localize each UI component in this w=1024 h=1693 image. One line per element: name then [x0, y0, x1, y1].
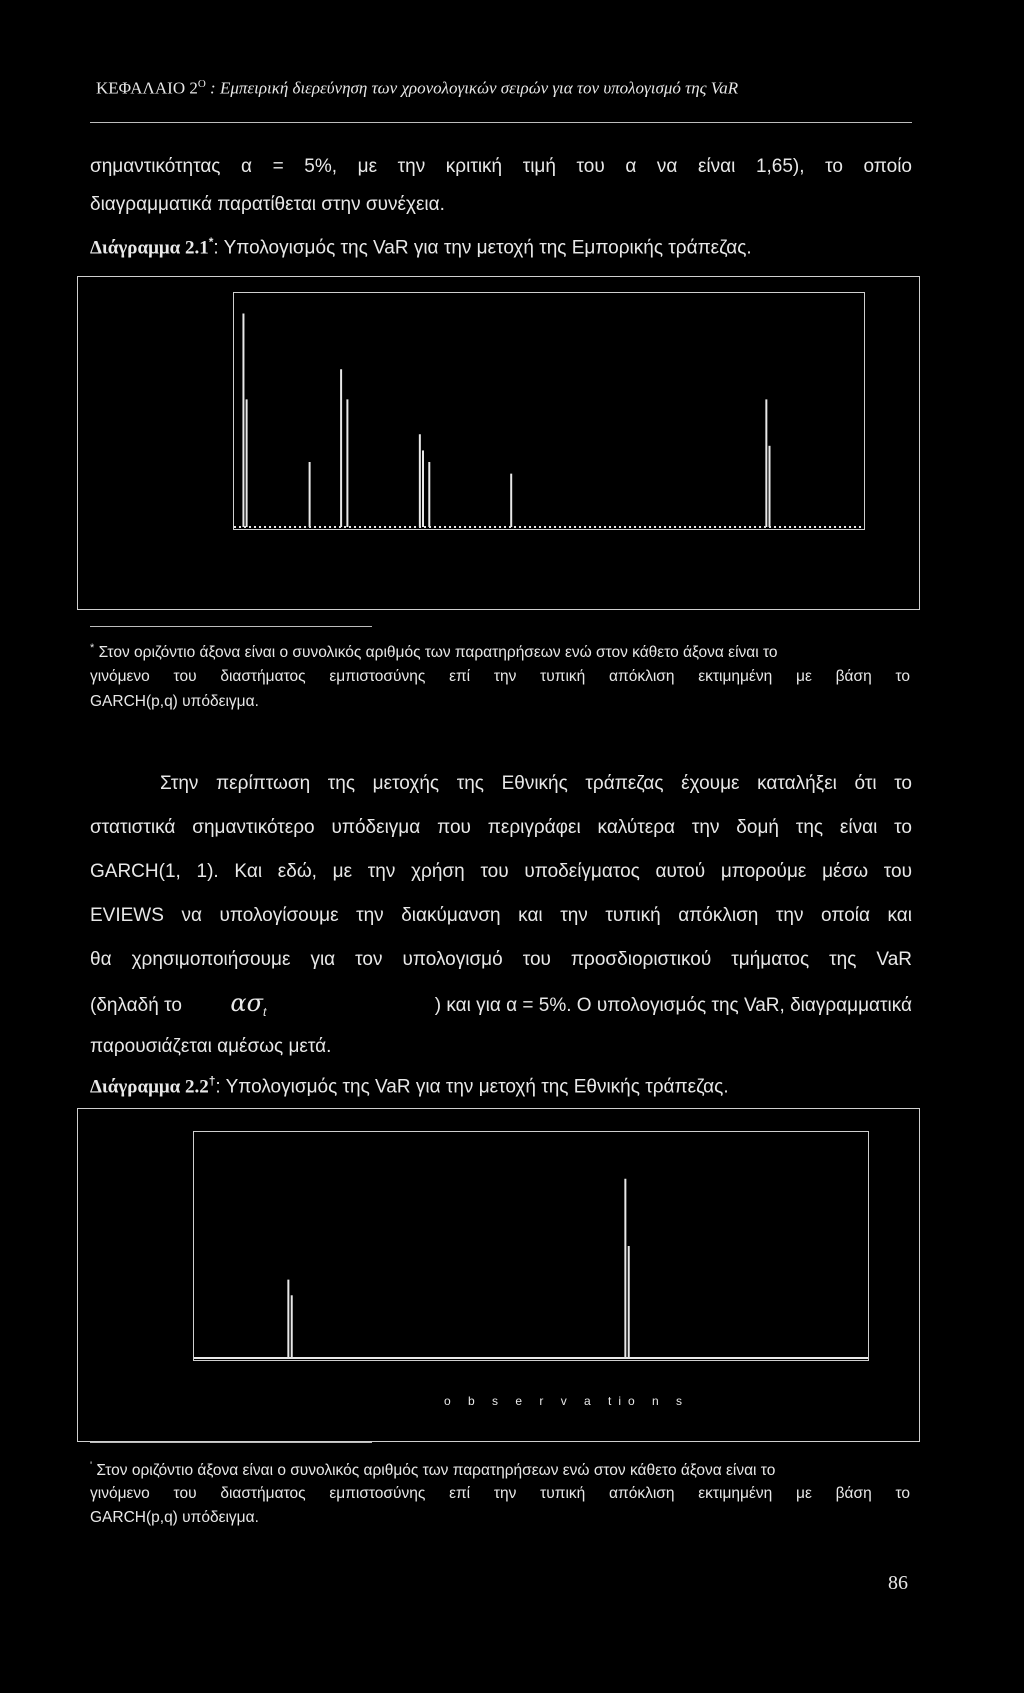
formula-subscript: t: [262, 1004, 267, 1019]
footnote-1-line-2: γινόμενο του διαστήματος εμπιστοσύνης επί την τυπική απόκλιση εκτιμημένη με βάση το: [90, 668, 910, 685]
footnote-2-text-1: Στον οριζόντιο άξονα είναι ο συνολικός αριθμός των παρατηρήσεων ενώ στον κάθετο άξονα είναι το: [92, 1462, 776, 1480]
chapter-sup: Ο: [197, 78, 206, 90]
figure-2-chart: [194, 1132, 868, 1360]
footnote-2-rule: [90, 1442, 372, 1443]
intro-line-2: διαγραμματικά παρατίθεται στην συνέχεια.: [90, 194, 445, 215]
figure-2-caption-text: : Υπολογισμός της VaR για την μετοχή της Εθνικής τράπεζας.: [215, 1076, 729, 1098]
body-line-5: θα χρησιμοποιήσουμε για τον υπολογισμό του προσδιοριστικού τμήματος της VaR: [90, 949, 912, 970]
running-head: [96, 78, 738, 99]
header-rule: [90, 122, 912, 123]
body-line-6-pre: (δηλαδή το: [90, 995, 182, 1016]
body-line-4: EVIEWS να υπολογίσουμε την διακύμανση και την τυπική απόκλιση την οποία και: [90, 905, 912, 926]
formula-symbol: ασ: [230, 989, 263, 1017]
footnote-2-line-1: [90, 1460, 910, 1480]
footnote-1-line-1: [90, 642, 910, 662]
figure-1-plot: [233, 292, 865, 530]
body-line-6-post: ) και για α = 5%. Ο υπολογισμός της VaR, διαγραμματικά: [434, 995, 912, 1016]
figure-1-label: Διάγραμμα 2.1: [90, 237, 209, 259]
footnote-1-mark: *: [90, 642, 95, 654]
body-line-2: στατιστικά σημαντικότερο υπόδειγμα που περιγράφει καλύτερα την δομή της είναι το: [90, 817, 912, 838]
page-number: 86: [888, 1572, 908, 1594]
footnote-2-line-3: GARCH(p,q) υπόδειγμα.: [90, 1509, 259, 1526]
figure-2-plot: [193, 1131, 869, 1361]
figure-1-caption: [90, 235, 752, 259]
formula-alpha-sigma: [230, 989, 266, 1019]
figure-2-xlabel: o b s e r v a tio n s: [444, 1394, 690, 1408]
footnote-1-rule: [90, 626, 372, 627]
intro-line-1: σημαντικότητας α = 5%, με την κριτική τιμή του α να είναι 1,65), το οποίο: [90, 156, 912, 177]
figure-1-chart: [234, 293, 864, 529]
running-head-title: : Εμπειρική διερεύνηση των χρονολογικών σειρών για τον υπολογισμό της VaR: [210, 78, 739, 98]
figure-2-caption: [90, 1074, 729, 1098]
footnote-1-line-3: GARCH(p,q) υπόδειγμα.: [90, 693, 259, 710]
body-line-3: GARCH(1, 1). Και εδώ, με την χρήση του υποδείγματος αυτού μπορούμε μέσω του: [90, 861, 912, 882]
figure-1-caption-text: : Υπολογισμός της VaR για την μετοχή της Εμπορικής τράπεζας.: [213, 237, 752, 259]
chapter-label: ΚΕΦΑΛΑΙΟ 2: [96, 78, 198, 98]
footnote-2-mark: ': [90, 1460, 93, 1472]
body-line-1: Στην περίπτωση της μετοχής της Εθνικής τράπεζας έχουμε καταλήξει ότι το: [160, 773, 912, 794]
body-line-6: [90, 989, 912, 1019]
footnote-1-text-1: Στον οριζόντιο άξονα είναι ο συνολικός αριθμός των παρατηρήσεων ενώ στον κάθετο άξονα είναι το: [94, 644, 778, 662]
body-line-7: παρουσιάζεται αμέσως μετά.: [90, 1036, 332, 1057]
figure-2-mark: †: [208, 1074, 216, 1088]
figure-2-label: Διάγραμμα 2.2: [90, 1076, 209, 1098]
figure-1-mark: *: [208, 235, 214, 249]
footnote-2-line-2: γινόμενο του διαστήματος εμπιστοσύνης επί την τυπική απόκλιση εκτιμημένη με βάση το: [90, 1485, 910, 1502]
